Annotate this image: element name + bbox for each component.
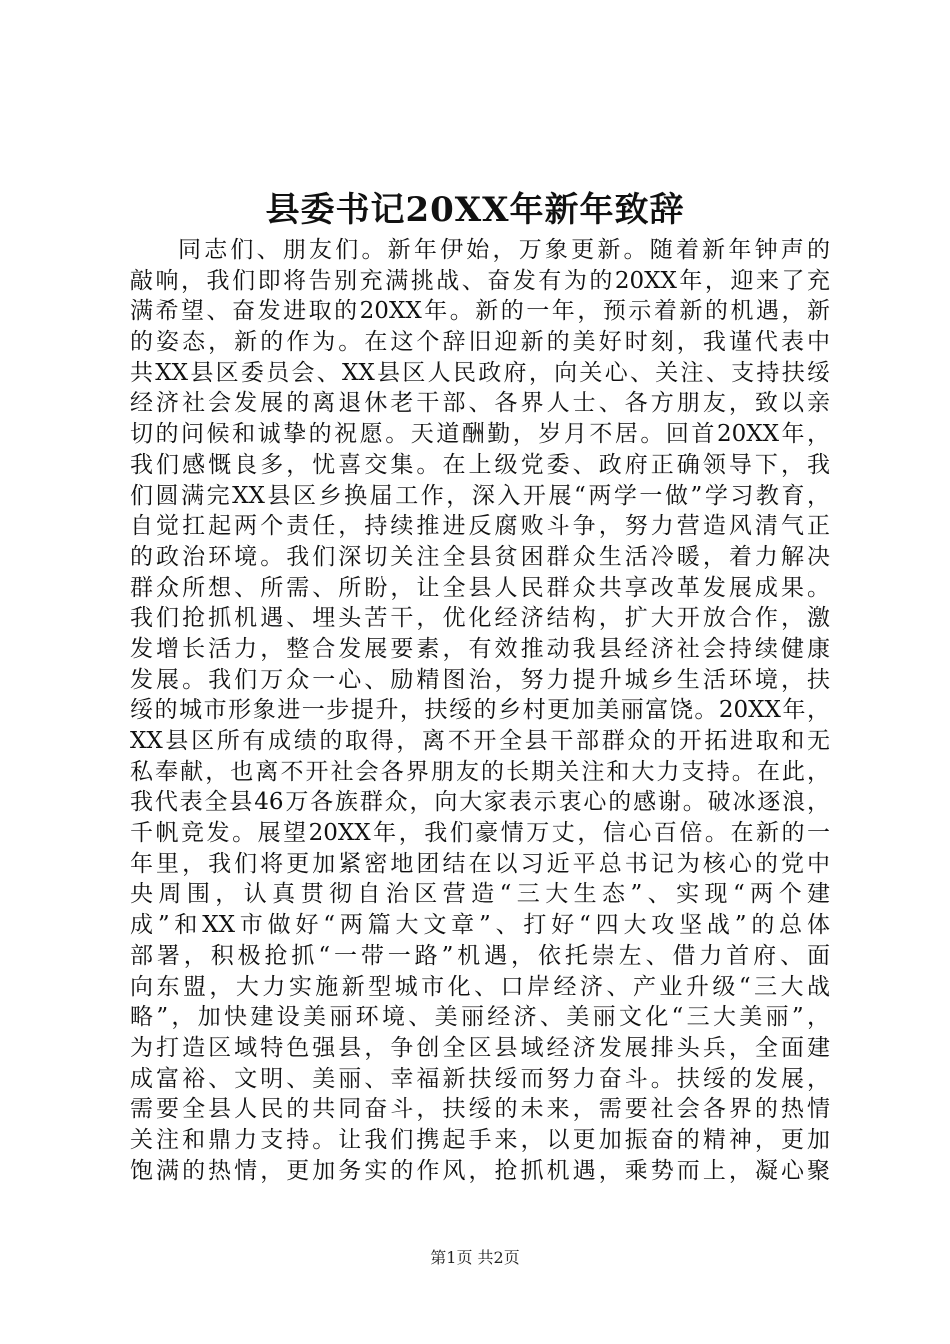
paragraph-line: 发展。我们万众一心、励精图治，努力提升城乡生活环境，扶 xyxy=(130,666,830,693)
paragraph-line: 饱满的热情，更加务实的作风，抢抓机遇，乘势而上，凝心聚 xyxy=(130,1157,830,1184)
document-body xyxy=(130,235,830,1186)
document-title: 县委书记20XX年新年致辞 xyxy=(265,190,685,230)
paragraph-line: 群众所想、所需、所盼，让全县人民群众共享改革发展成果。 xyxy=(130,574,830,601)
paragraph-line: 绥的城市形象进一步提升，扶绥的乡村更加美丽富饶。20XX年， xyxy=(130,697,830,724)
paragraph-line: 同志们、朋友们。新年伊始，万象更新。随着新年钟声的 xyxy=(178,237,830,263)
paragraph-line: 经济社会发展的离退休老干部、各界人士、各方朋友，致以亲 xyxy=(130,390,830,417)
paragraph-line: 年里，我们将更加紧密地团结在以习近平总书记为核心的党中 xyxy=(130,850,830,877)
paragraph-line: 共XX县区委员会、XX县区人民政府，向关心、关注、支持扶绥 xyxy=(130,359,830,386)
paragraph-line: XX县区所有成绩的取得，离不开全县干部群众的开拓进取和无 xyxy=(130,728,830,754)
paragraph-line: 敲响，我们即将告别充满挑战、奋发有为的20XX年，迎来了充 xyxy=(130,267,830,294)
paragraph-line: 成富裕、文明、美丽、幸福新扶绥而努力奋斗。扶绥的发展， xyxy=(130,1065,830,1092)
paragraph-line: 私奉献，也离不开社会各界朋友的长期关注和大力支持。在此， xyxy=(130,758,830,785)
paragraph-line: 满希望、奋发进取的20XX年。新的一年，预示着新的机遇，新 xyxy=(130,298,830,325)
paragraph-line: 千帆竞发。展望20XX年，我们豪情万丈，信心百倍。在新的一 xyxy=(130,820,830,847)
paragraph-line: 切的问候和诚挚的祝愿。天道酬勤，岁月不居。回首20XX年， xyxy=(130,421,830,448)
paragraph-line: 略”，加快建设美丽环境、美丽经济、美丽文化“三大美丽”， xyxy=(130,1004,830,1031)
paragraph-line: 部署，积极抢抓“一带一路”机遇，依托崇左、借力首府、面 xyxy=(130,942,830,969)
paragraph-line: 为打造区域特色强县，争创全区县域经济发展排头兵，全面建 xyxy=(130,1034,830,1061)
paragraph-line: 成”和XX市做好“两篇大文章”、打好“四大攻坚战”的总体 xyxy=(130,912,830,939)
paragraph-line: 们圆满完XX县区乡换届工作，深入开展“两学一做”学习教育， xyxy=(130,482,830,509)
paragraph-line: 我们抢抓机遇、埋头苦干，优化经济结构，扩大开放合作，激 xyxy=(130,605,830,632)
paragraph-line: 自觉扛起两个责任，持续推进反腐败斗争，努力营造风清气正 xyxy=(130,513,830,540)
paragraph-line: 我代表全县46万各族群众，向大家表示衷心的感谢。破冰逐浪， xyxy=(130,789,830,816)
paragraph-line: 需要全县人民的共同奋斗，扶绥的未来，需要社会各界的热情 xyxy=(130,1096,830,1123)
paragraph-line: 的政治环境。我们深切关注全县贫困群众生活冷暖，着力解决 xyxy=(130,543,830,570)
paragraph-line: 的姿态，新的作为。在这个辞旧迎新的美好时刻，我谨代表中 xyxy=(130,329,830,356)
paragraph-line: 我们感慨良多，忧喜交集。在上级党委、政府正确领导下，我 xyxy=(130,451,830,478)
paragraph-line: 发增长活力，整合发展要素，有效推动我县经济社会持续健康 xyxy=(130,635,830,662)
page-footer: 第1页 共2页 xyxy=(430,1248,520,1267)
paragraph-line: 关注和鼎力支持。让我们携起手来，以更加振奋的精神，更加 xyxy=(130,1126,830,1153)
paragraph-line: 向东盟，大力实施新型城市化、口岸经济、产业升级“三大战 xyxy=(130,973,830,1000)
paragraph-line: 央周围，认真贯彻自治区营造“三大生态”、实现“两个建 xyxy=(130,881,830,908)
